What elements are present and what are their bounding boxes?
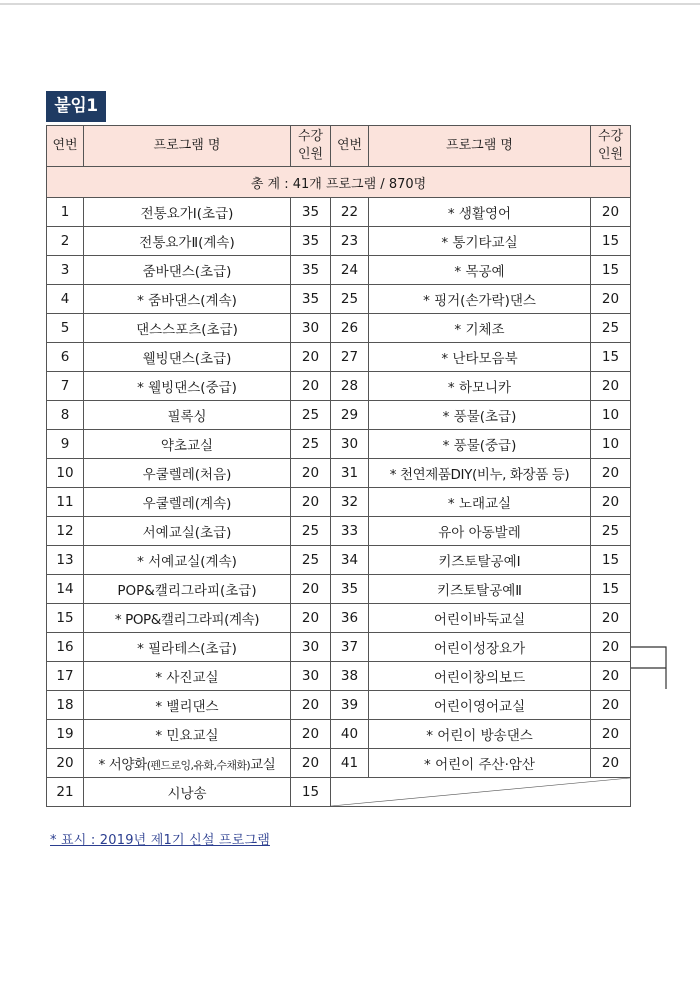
program-name: 웰빙댄스(초급)	[84, 343, 291, 372]
table-row	[47, 546, 631, 575]
capacity: 30	[291, 662, 331, 691]
row-number: 25	[331, 285, 369, 314]
row-number: 23	[331, 227, 369, 256]
program-name: * 풍물(초급)	[369, 401, 591, 430]
table-row	[47, 691, 631, 720]
capacity: 15	[291, 778, 331, 807]
program-name: * 웰빙댄스(중급)	[84, 372, 291, 401]
row-number: 16	[47, 633, 84, 662]
total-summary: 총 계 : 41개 프로그램 / 870명	[47, 167, 631, 198]
table-row	[47, 749, 631, 778]
row-number: 13	[47, 546, 84, 575]
program-name: 우쿨렐레(처음)	[84, 459, 291, 488]
row-number: 40	[331, 720, 369, 749]
capacity: 20	[591, 285, 631, 314]
table-row	[47, 604, 631, 633]
program-name: 유아 아동발레	[369, 517, 591, 546]
header-program: 프로그램 명	[84, 126, 291, 167]
table-row	[47, 198, 631, 227]
program-name: 어린이창의보드	[369, 662, 591, 691]
capacity: 20	[591, 691, 631, 720]
capacity: 15	[591, 227, 631, 256]
program-name: 어린이성장요가	[369, 633, 591, 662]
capacity: 20	[591, 633, 631, 662]
capacity: 20	[291, 575, 331, 604]
program-name: * 천연제품DIY(비누, 화장품 등)	[369, 459, 591, 488]
program-name: * 어린이 방송댄스	[369, 720, 591, 749]
page-top-border	[0, 3, 700, 5]
capacity: 35	[291, 198, 331, 227]
row-number: 11	[47, 488, 84, 517]
capacity: 20	[591, 662, 631, 691]
program-name: 약초교실	[84, 430, 291, 459]
table-row	[47, 256, 631, 285]
program-name: 서예교실(초급)	[84, 517, 291, 546]
capacity: 25	[591, 517, 631, 546]
table-row	[47, 227, 631, 256]
header-program: 프로그램 명	[369, 126, 591, 167]
table-row	[47, 778, 631, 807]
header-capacity: 수강 인원	[291, 126, 331, 167]
table-row	[47, 314, 631, 343]
row-number: 12	[47, 517, 84, 546]
capacity: 15	[591, 575, 631, 604]
header-no: 연번	[47, 126, 84, 167]
program-name: * 밸리댄스	[84, 691, 291, 720]
table-row	[47, 401, 631, 430]
program-name: * 생활영어	[369, 198, 591, 227]
program-table	[46, 125, 631, 807]
capacity: 20	[291, 343, 331, 372]
program-name: * 통기타교실	[369, 227, 591, 256]
row-number: 7	[47, 372, 84, 401]
row-number: 9	[47, 430, 84, 459]
capacity: 25	[291, 517, 331, 546]
table-header-row	[47, 126, 631, 167]
capacity: 20	[591, 198, 631, 227]
table-row	[47, 633, 631, 662]
row-number: 17	[47, 662, 84, 691]
program-name: * POP&캘리그라피(계속)	[84, 604, 291, 633]
capacity: 20	[291, 372, 331, 401]
capacity: 20	[291, 459, 331, 488]
row-number: 5	[47, 314, 84, 343]
capacity: 20	[591, 372, 631, 401]
row-number: 19	[47, 720, 84, 749]
program-name	[84, 749, 291, 778]
row-number: 34	[331, 546, 369, 575]
capacity: 25	[291, 401, 331, 430]
program-name-main: * 서양화	[98, 757, 147, 773]
header-no: 연번	[331, 126, 369, 167]
row-number: 33	[331, 517, 369, 546]
row-number: 21	[47, 778, 84, 807]
row-number: 10	[47, 459, 84, 488]
program-name: 어린이영어교실	[369, 691, 591, 720]
row-number: 20	[47, 749, 84, 778]
row-number: 27	[331, 343, 369, 372]
program-name: * 하모니카	[369, 372, 591, 401]
program-name: * 서예교실(계속)	[84, 546, 291, 575]
row-number: 30	[331, 430, 369, 459]
program-name: 필록싱	[84, 401, 291, 430]
row-number: 14	[47, 575, 84, 604]
capacity: 35	[291, 285, 331, 314]
program-name: 키즈토탈공예Ⅰ	[369, 546, 591, 575]
capacity: 30	[291, 633, 331, 662]
row-number: 39	[331, 691, 369, 720]
program-name: 줌바댄스(초급)	[84, 256, 291, 285]
row-number: 26	[331, 314, 369, 343]
row-number: 22	[331, 198, 369, 227]
program-name: * 기체조	[369, 314, 591, 343]
program-name: 전통요가Ⅱ(계속)	[84, 227, 291, 256]
row-number: 2	[47, 227, 84, 256]
row-number: 28	[331, 372, 369, 401]
program-name: POP&캘리그라피(초급)	[84, 575, 291, 604]
table-row	[47, 517, 631, 546]
program-name: 시낭송	[84, 778, 291, 807]
capacity: 35	[291, 256, 331, 285]
row-number: 1	[47, 198, 84, 227]
program-name: * 줌바댄스(계속)	[84, 285, 291, 314]
row-number: 36	[331, 604, 369, 633]
program-name: 우쿨렐레(계속)	[84, 488, 291, 517]
row-number: 41	[331, 749, 369, 778]
program-name: * 어린이 주산·암산	[369, 749, 591, 778]
table-row	[47, 372, 631, 401]
capacity: 25	[291, 430, 331, 459]
table-row	[47, 488, 631, 517]
table-row	[47, 662, 631, 691]
table-row	[47, 343, 631, 372]
capacity: 30	[291, 314, 331, 343]
row-number: 35	[331, 575, 369, 604]
capacity: 25	[591, 314, 631, 343]
program-name: * 목공예	[369, 256, 591, 285]
total-row	[47, 167, 631, 198]
table-row	[47, 459, 631, 488]
table-row	[47, 575, 631, 604]
row-number: 38	[331, 662, 369, 691]
program-name: * 필라테스(초급)	[84, 633, 291, 662]
program-name: * 민요교실	[84, 720, 291, 749]
row-number: 24	[331, 256, 369, 285]
table-row	[47, 720, 631, 749]
program-name: * 난타모음북	[369, 343, 591, 372]
table-row	[47, 285, 631, 314]
program-name: 어린이바둑교실	[369, 604, 591, 633]
row-number: 15	[47, 604, 84, 633]
empty-cell-diagonal	[331, 778, 631, 807]
program-name: * 사진교실	[84, 662, 291, 691]
capacity: 20	[291, 604, 331, 633]
capacity: 15	[591, 343, 631, 372]
row-number: 3	[47, 256, 84, 285]
capacity: 20	[291, 720, 331, 749]
row-number: 29	[331, 401, 369, 430]
capacity: 20	[291, 749, 331, 778]
capacity: 20	[291, 488, 331, 517]
program-name-detail: (펜드로잉,유화,수채화)	[146, 759, 251, 772]
program-name: 전통요가Ⅰ(초급)	[84, 198, 291, 227]
row-number: 32	[331, 488, 369, 517]
table-row	[47, 430, 631, 459]
footnote: * 표시 : 2019년 제1기 신설 프로그램	[50, 833, 270, 848]
capacity: 20	[591, 488, 631, 517]
attachment-badge: 붙임1	[46, 91, 106, 122]
program-name: 댄스스포츠(초급)	[84, 314, 291, 343]
row-number: 6	[47, 343, 84, 372]
capacity: 10	[591, 401, 631, 430]
capacity: 35	[291, 227, 331, 256]
row-number: 31	[331, 459, 369, 488]
capacity: 20	[291, 691, 331, 720]
program-name: * 노래교실	[369, 488, 591, 517]
row-number: 18	[47, 691, 84, 720]
capacity: 20	[591, 604, 631, 633]
program-name: * 풍물(중급)	[369, 430, 591, 459]
capacity: 20	[591, 749, 631, 778]
program-name: 키즈토탈공예Ⅱ	[369, 575, 591, 604]
capacity: 20	[591, 459, 631, 488]
row-number: 37	[331, 633, 369, 662]
capacity: 20	[591, 720, 631, 749]
header-capacity: 수강 인원	[591, 126, 631, 167]
capacity: 10	[591, 430, 631, 459]
row-number: 8	[47, 401, 84, 430]
capacity: 15	[591, 546, 631, 575]
program-name-suffix: 교실	[250, 757, 276, 773]
row-number: 4	[47, 285, 84, 314]
capacity: 15	[591, 256, 631, 285]
program-name: * 핑거(손가락)댄스	[369, 285, 591, 314]
capacity: 25	[291, 546, 331, 575]
margin-bracket-mark	[631, 646, 667, 690]
